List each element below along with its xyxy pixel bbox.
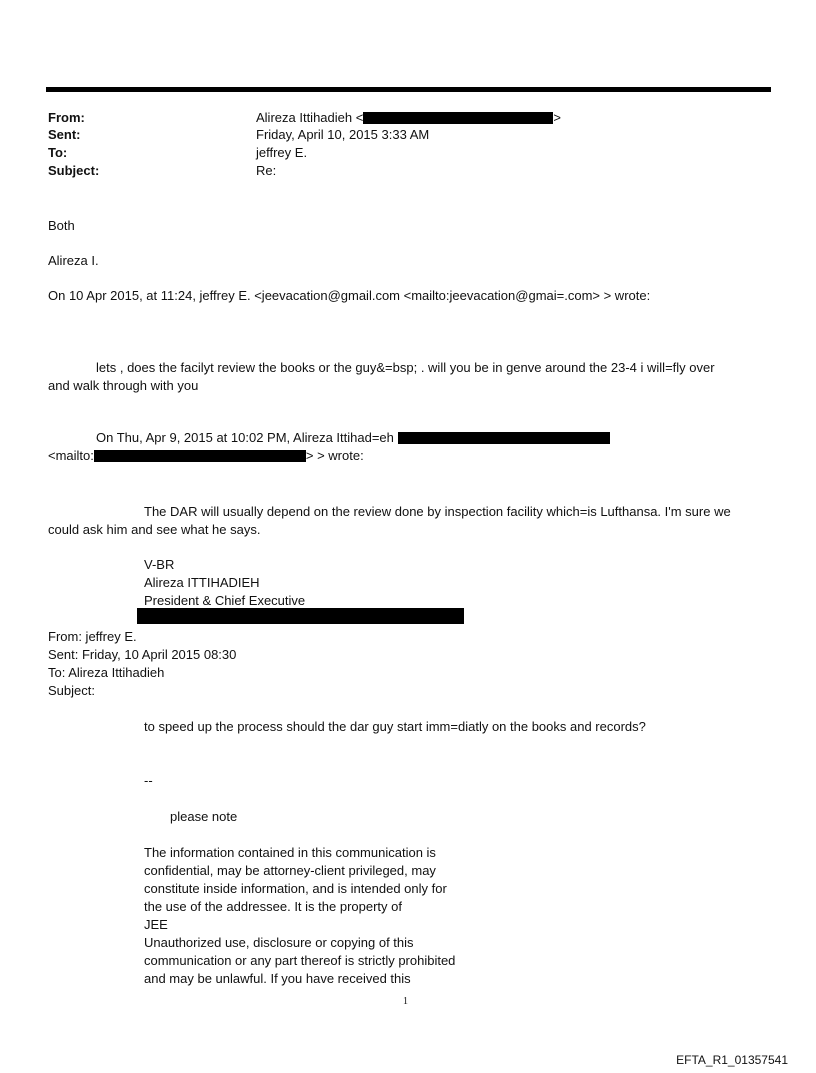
subject-value: Re: [256,163,277,178]
disclaimer-line: JEE [144,917,168,932]
document-id: EFTA_R1_01357541 [676,1053,788,1067]
body-signoff: Alireza I. [48,253,99,268]
signature-separator: -- [144,773,153,788]
body-text: Both [48,218,75,233]
quote-header [96,430,610,445]
mailto-suffix: > > wrote: [305,448,364,463]
disclaimer-line: constitute inside information, and is intended only for [144,881,447,896]
signature-name: Alireza ITTIHADIEH [144,575,260,590]
mailto-prefix: <mailto: [48,448,94,463]
disclaimer-line: Unauthorized use, disclosure or copying of this [144,935,414,950]
to-value: jeffrey E. [256,145,308,160]
quoted-text: lets , does the facilyt review the books or the guy&=bsp; . will you be in genve around the 23-4 i will=fly over [96,360,715,375]
orig-sent: Sent: Friday, 10 April 2015 08:30 [48,647,237,662]
sent-value: Friday, April 10, 2015 3:33 AM [256,127,430,142]
disclaimer-line: the use of the addressee. It is the property of [144,899,402,914]
to-label: To: [48,145,68,160]
redaction-bar [137,608,464,624]
quote-header: On 10 Apr 2015, at 11:24, jeffrey E. <jeevacation@gmail.com <mailto:jeevacation@gmai=.com> > wrote: [48,288,651,303]
orig-to: To: Alireza Ittihadieh [48,665,165,680]
from-label: From: [48,110,85,125]
orig-from: From: jeffrey E. [48,629,137,644]
quoted-text: could ask him and see what he says. [48,522,261,537]
quote-header-text: On Thu, Apr 9, 2015 at 10:02 PM, Alireza Ittihad=eh [96,430,394,445]
redaction-bar [398,432,610,444]
disclaimer-line: communication or any part thereof is strictly prohibited [144,953,456,968]
disclaimer-line: confidential, may be attorney-client privileged, may [144,863,436,878]
sent-label: Sent: [48,127,81,142]
from-suffix: > [553,110,561,125]
orig-subject: Subject: [48,683,95,698]
signature-title: President & Chief Executive [144,593,306,608]
from-name: Alireza Ittihadieh < [256,110,364,125]
please-note: please note [170,809,238,824]
quote-header [48,448,364,463]
from-value [256,110,561,125]
orig-body: to speed up the process should the dar guy start imm=diatly on the books and records? [144,719,646,734]
disclaimer-line: The information contained in this communication is [144,845,436,860]
quoted-text: The DAR will usually depend on the review done by inspection facility which=is Lufthansa. I'm sure we [144,504,731,519]
quoted-text: and walk through with you [48,378,199,393]
redaction-bar [363,112,553,124]
redaction-bar [94,450,306,462]
subject-label: Subject: [48,163,100,178]
header-rule [46,87,771,92]
disclaimer-line: and may be unlawful. If you have received this [144,971,411,986]
page-number: 1 [403,996,408,1007]
signature-line: V-BR [144,557,175,572]
